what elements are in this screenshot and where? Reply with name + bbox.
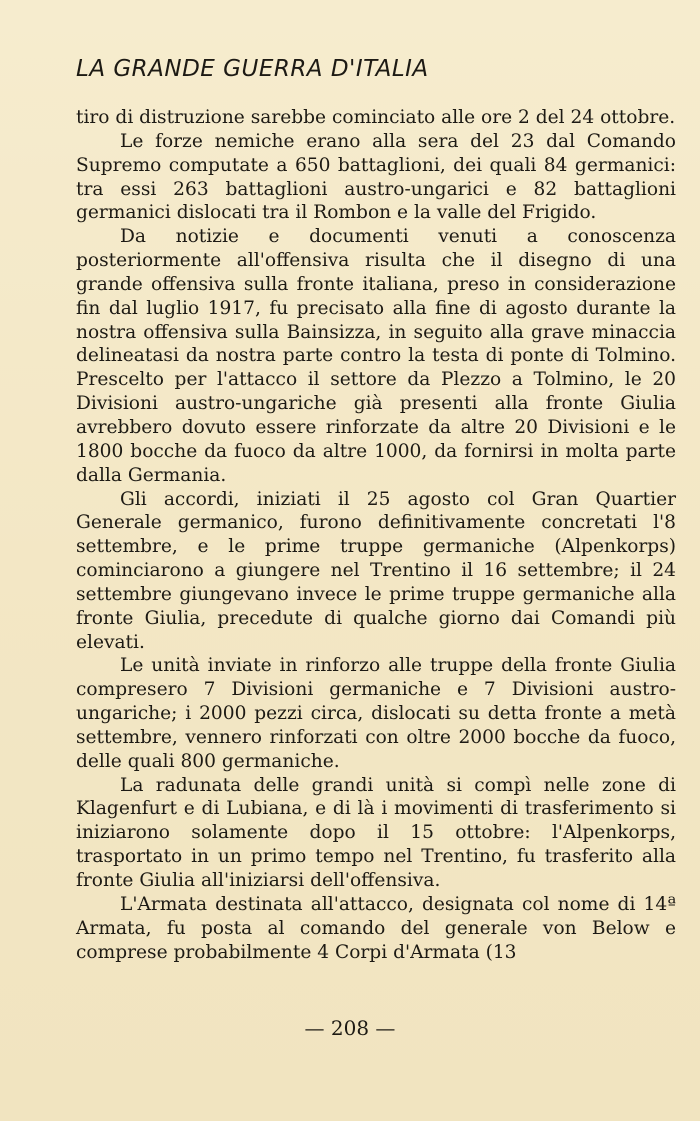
paragraph: Le unità inviate in rinforzo alle truppe della fronte Giulia compresero 7 Divisioni germaniche e 7 Divisioni austro-ungariche; i 2000 pezzi circa, dislocati su detta fronte a metà settembre, vennero rinforzati con oltre 2000 bocche da fuoco, delle quali 800 germaniche. [76,655,676,772]
body-text [76,106,676,964]
paragraph: L'Armata destinata all'attacco, designata col nome di 14ª Armata, fu posta al comando del generale von Below e comprese probabilmente 4 Corpi d'Armata (13 [76,893,676,963]
paragraph: Da notizie e documenti venuti a conoscenza posteriormente all'offensiva risulta che il disegno di una grande offensiva sulla fronte italiana, preso in considerazione fin dal luglio 1917, fu precisato alla fine di agosto durante la nostra offensiva sulla Bainsizza, in seguito alla grave minaccia delineatasi da nostra parte contro la testa di ponte di Tolmino. Prescelto per l'attacco il settore da Plezzo a Tolmino, le 20 Divisioni austro-ungariche già presenti alla fronte Giulia avrebbero dovuto essere rinforzate da altre 20 Divisioni e le 1800 bocche da fuoco da altre 1000, da fornirsi in molta parte dalla Germania. [76,226,676,486]
paragraph: La radunata delle grandi unità si compì nelle zone di Klagenfurt e di Lubiana, e di là i movimenti di trasferimento si iniziarono solamente dopo il 15 ottobre: l'Alpenkorps, trasportato in un primo tempo nel Trentino, fu trasferito alla fronte Giulia all'iniziarsi dell'offensiva. [76,774,676,891]
paragraph: tiro di distruzione sarebbe cominciato alle ore 2 del 24 ottobre. [76,107,676,128]
paragraph: Gli accordi, iniziati il 25 agosto col Gran Quartier Generale germanico, furono definitivamente concretati l'8 settembre, e le prime truppe germaniche (Alpenkorps) cominciarono a giungere nel Trentino il 16 settembre; il 24 settembre giungevano invece le prime truppe germaniche alla fronte Giulia, precedute di qualche giorno dai Comandi più elevati. [76,488,676,653]
page-number: — 208 — [304,1016,396,1040]
running-head: LA GRANDE GUERRA D'ITALIA [76,56,429,82]
paragraph: Le forze nemiche erano alla sera del 23 dal Comando Supremo computate a 650 battaglioni, dei quali 84 germanici: tra essi 263 battaglioni austro-ungarici e 82 battaglioni germanici dislocati tra il Rombon e la valle del Frigido. [76,130,676,224]
